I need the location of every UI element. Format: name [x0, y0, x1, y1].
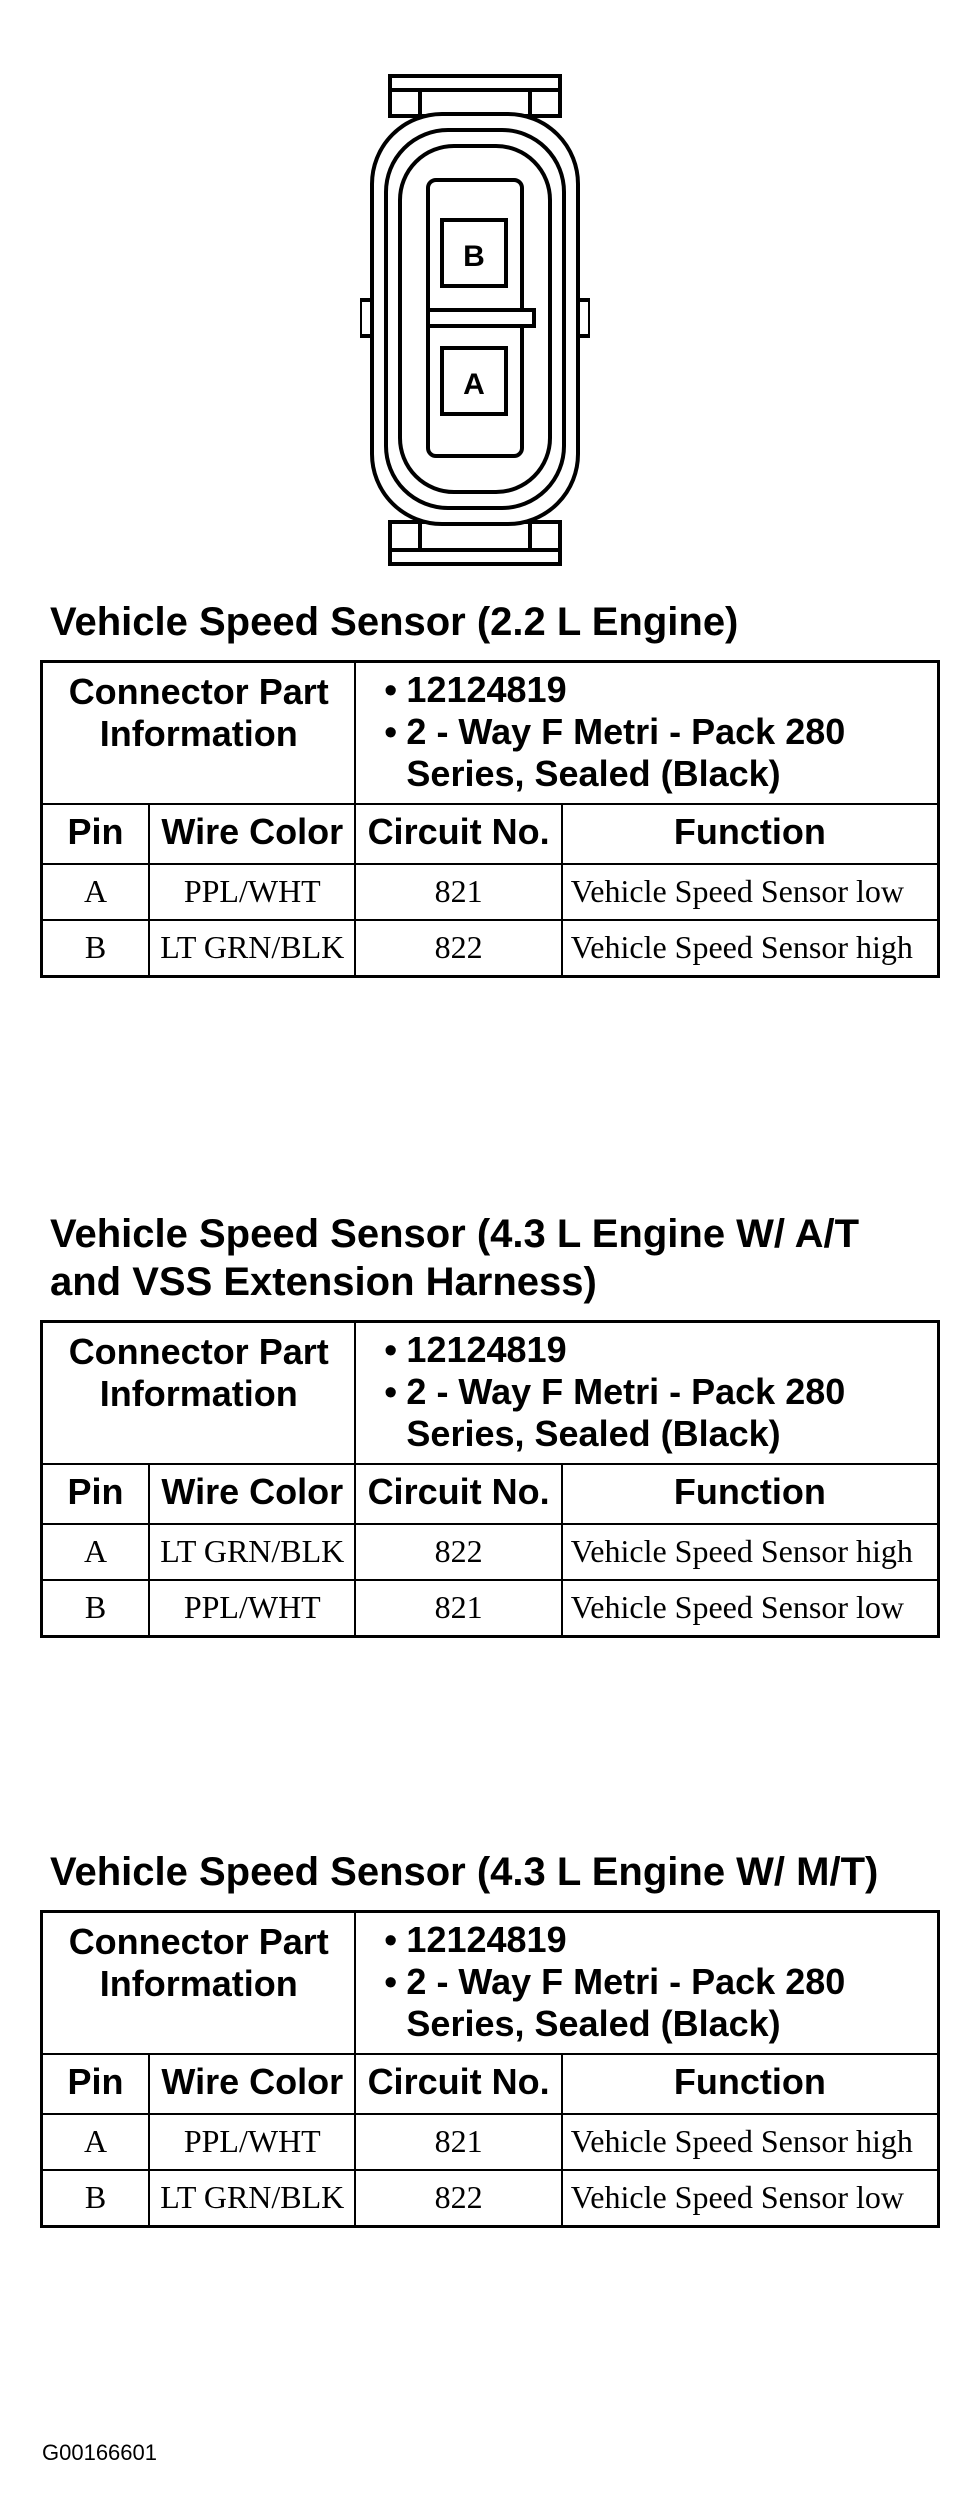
- header-function: Function: [562, 2054, 939, 2114]
- header-wire-color: Wire Color: [149, 804, 355, 864]
- wire-color-cell: LT GRN/BLK: [149, 2170, 355, 2227]
- table-row: [42, 1524, 939, 1580]
- header-wire-color: Wire Color: [149, 2054, 355, 2114]
- table-row: [42, 1580, 939, 1637]
- info-row: [42, 1322, 939, 1465]
- function-cell: Vehicle Speed Sensor low: [562, 2170, 939, 2227]
- table-title: Vehicle Speed Sensor (4.3 L Engine W/ M/T): [50, 1850, 879, 1894]
- function-cell: Vehicle Speed Sensor high: [562, 2114, 939, 2170]
- wire-color-cell: PPL/WHT: [149, 2114, 355, 2170]
- wire-color-cell: LT GRN/BLK: [149, 920, 355, 977]
- pin-cell: A: [42, 2114, 150, 2170]
- wire-color-cell: PPL/WHT: [149, 1580, 355, 1637]
- circuit-cell: 821: [355, 2114, 561, 2170]
- info-row: [42, 1912, 939, 2055]
- header-pin: Pin: [42, 804, 150, 864]
- header-function: Function: [562, 1464, 939, 1524]
- info-item: • 2 - Way F Metri - Pack 280 Series, Sealed (Black): [384, 1371, 846, 1454]
- pin-cell: B: [42, 1580, 150, 1637]
- table-section-2: [40, 1210, 940, 1638]
- table-row: [42, 2114, 939, 2170]
- table-title: Vehicle Speed Sensor (2.2 L Engine): [50, 600, 739, 644]
- function-cell: Vehicle Speed Sensor low: [562, 1580, 939, 1637]
- table-row: [42, 920, 939, 977]
- circuit-cell: 822: [355, 1524, 561, 1580]
- header-pin: Pin: [42, 2054, 150, 2114]
- info-label: Connector Part Information: [42, 1322, 356, 1465]
- header-row: [42, 2054, 939, 2114]
- pin-cell: A: [42, 864, 150, 920]
- info-item: • 2 - Way F Metri - Pack 280 Series, Sealed (Black): [384, 711, 846, 794]
- info-item: • 2 - Way F Metri - Pack 280 Series, Sealed (Black): [384, 1961, 846, 2044]
- table-section-1: [40, 598, 940, 978]
- connector-diagram: [360, 70, 590, 570]
- wire-color-cell: PPL/WHT: [149, 864, 355, 920]
- header-row: [42, 804, 939, 864]
- circuit-cell: 822: [355, 920, 561, 977]
- info-row: [42, 662, 939, 805]
- table-section-3: [40, 1848, 940, 2228]
- pin-label-a: A: [463, 368, 485, 401]
- info-label: Connector Part Information: [42, 662, 356, 805]
- info-label: Connector Part Information: [42, 1912, 356, 2055]
- info-list: [355, 1322, 938, 1465]
- table-row: [42, 2170, 939, 2227]
- header-row: [42, 1464, 939, 1524]
- function-cell: Vehicle Speed Sensor high: [562, 1524, 939, 1580]
- connector-table: [40, 1320, 940, 1638]
- figure-id: G00166601: [42, 2440, 157, 2465]
- table-title: Vehicle Speed Sensor (4.3 L Engine W/ A/T and VSS Extension Harness): [50, 1212, 860, 1304]
- function-cell: Vehicle Speed Sensor high: [562, 920, 939, 977]
- header-pin: Pin: [42, 1464, 150, 1524]
- info-list: [355, 662, 938, 805]
- pin-cell: B: [42, 920, 150, 977]
- header-circuit-no: Circuit No.: [355, 2054, 561, 2114]
- circuit-cell: 822: [355, 2170, 561, 2227]
- table-row: [42, 864, 939, 920]
- connector-table: [40, 660, 940, 978]
- wire-color-cell: LT GRN/BLK: [149, 1524, 355, 1580]
- circuit-cell: 821: [355, 1580, 561, 1637]
- function-cell: Vehicle Speed Sensor low: [562, 864, 939, 920]
- info-list: [355, 1912, 938, 2055]
- info-item: • 12124819: [384, 1919, 567, 1960]
- header-circuit-no: Circuit No.: [355, 804, 561, 864]
- header-wire-color: Wire Color: [149, 1464, 355, 1524]
- pin-label-b: B: [463, 240, 485, 273]
- info-item: • 12124819: [384, 1329, 567, 1370]
- connector-table: [40, 1910, 940, 2228]
- header-function: Function: [562, 804, 939, 864]
- header-circuit-no: Circuit No.: [355, 1464, 561, 1524]
- info-item: • 12124819: [384, 669, 567, 710]
- pin-cell: A: [42, 1524, 150, 1580]
- pin-cell: B: [42, 2170, 150, 2227]
- circuit-cell: 821: [355, 864, 561, 920]
